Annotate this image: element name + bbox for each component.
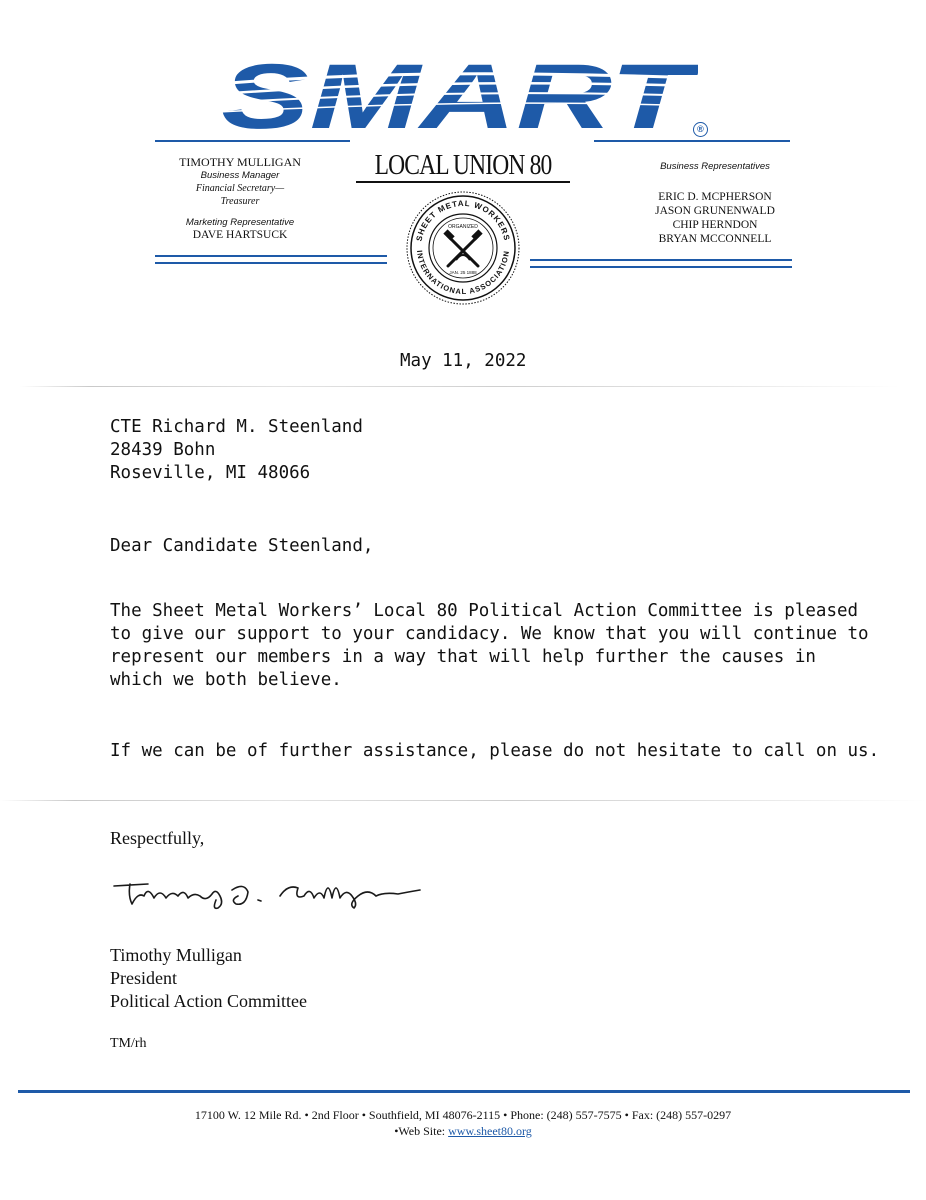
header-rule-right-1 (530, 259, 792, 261)
handwritten-signature (108, 874, 438, 914)
treasurer-title: Treasurer (220, 196, 260, 207)
business-rep-name: JASON GRUNENWALD (655, 205, 775, 217)
marketing-name: DAVE HARTSUCK (192, 229, 288, 241)
business-reps-block (640, 160, 790, 246)
registered-mark: ® (693, 122, 708, 137)
business-manager-block (150, 156, 330, 242)
letter-date: May 11, 2022 (400, 351, 527, 371)
header-rule-left-1 (155, 255, 387, 257)
recipient-address (110, 416, 363, 485)
seal-inner-text: ORGANIZED (448, 224, 478, 230)
fold-mark-top (20, 386, 900, 387)
signer-name: Timothy Mulligan (110, 945, 242, 965)
header-rule-right-2 (530, 266, 792, 268)
body-paragraph-1 (110, 600, 869, 692)
website-label: •Web Site: (394, 1124, 449, 1138)
paragraph-line: to give our support to your candidacy. We know that you will continue to (110, 624, 869, 644)
recipient-city: Roseville, MI 48066 (110, 463, 311, 483)
header-rule-left-top (155, 140, 350, 142)
signer-title: President (110, 968, 177, 988)
business-reps-label: Business Representatives (660, 161, 770, 172)
signer-block (110, 944, 307, 1013)
business-manager-name: TIMOTHY MULLIGAN (179, 155, 301, 169)
smart-logo (218, 56, 698, 136)
business-manager-title: Business Manager (200, 170, 280, 181)
paragraph-line: represent our members in a way that will help further the causes in (110, 647, 816, 667)
local-union-underline (356, 181, 570, 183)
local-union-title: LOCAL UNION 80 (374, 150, 552, 181)
paragraph-line: which we both believe. (110, 670, 342, 690)
website-link[interactable]: www.sheet80.org (448, 1124, 532, 1138)
signer-committee: Political Action Committee (110, 991, 307, 1011)
union-seal-icon (398, 190, 528, 306)
recipient-name: CTE Richard M. Steenland (110, 417, 363, 437)
footer-address: 17100 W. 12 Mile Rd. • 2nd Floor • Southfield, MI 48076-2115 • Phone: (248) 557-7575 • Fax: (248) 557-0297 (194, 1108, 732, 1122)
body-paragraph-2: If we can be of further assistance, please do not hesitate to call on us. (110, 741, 880, 761)
business-rep-name: CHIP HERNDON (672, 219, 758, 231)
recipient-street: 28439 Bohn (110, 440, 216, 460)
footer-website (0, 1124, 926, 1139)
footer-rule (18, 1090, 910, 1093)
svg-text:SHEET METAL WORKERS (415, 199, 512, 242)
marketing-label: Marketing Representative (185, 217, 295, 228)
seal-top-text: SHEET METAL WORKERS (414, 198, 512, 243)
paragraph-line: The Sheet Metal Workers’ Local 80 Political Action Committee is pleased (110, 601, 859, 621)
business-rep-name: ERIC D. MCPHERSON (658, 191, 772, 203)
fold-mark-bottom (0, 800, 926, 801)
header-rule-right-top (594, 140, 790, 142)
closing: Respectfully, (110, 828, 205, 848)
typist-initials: TM/rh (110, 1036, 147, 1051)
business-rep-name: BRYAN MCCONNELL (658, 233, 772, 245)
seal-date-text: JAN. 25 1888 (449, 270, 477, 275)
seal-bottom-text: INTERNATIONAL ASSOCIATION (415, 249, 512, 297)
header-rule-left-2 (155, 262, 387, 264)
financial-secretary-title: Financial Secretary— (195, 183, 285, 194)
salutation: Dear Candidate Steenland, (110, 536, 374, 556)
